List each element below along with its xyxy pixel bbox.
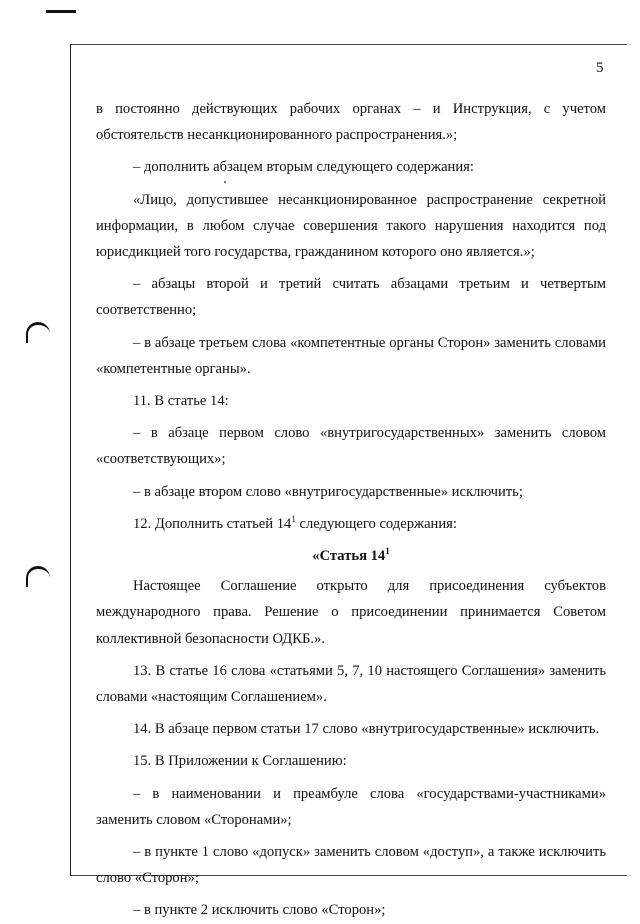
binder-hole-mark bbox=[26, 322, 50, 343]
article-heading bbox=[96, 543, 606, 569]
paragraph: – в пункте 1 слово «допуск» заменить словом «доступ», а также исключить слово «Сторон»; bbox=[96, 844, 606, 887]
superscript: 1 bbox=[291, 513, 296, 524]
paragraph: «Лицо, допустившее несанкционированное распространение секретной информации, в любом случае совершения такого нарушения находится под юрисдикцией того государства, гражданином которого оно является.»; bbox=[96, 191, 606, 261]
paragraph: 14. В абзаце первом статьи 17 слово «внутригосударственные» исключить. bbox=[133, 721, 600, 738]
paragraph: – в наименовании и преамбуле слова «государствами-участниками» заменить словом «Сторонами»; bbox=[96, 785, 606, 828]
paragraph: – в абзаце втором слово «внутригосударственные» исключить; bbox=[133, 483, 523, 500]
paragraph: 11. В статье 14: bbox=[133, 393, 229, 410]
superscript: 1 bbox=[385, 546, 390, 557]
paragraph: – в пункте 2 исключить слово «Сторон»; bbox=[133, 902, 386, 919]
article-heading-text: «Статья 14 bbox=[312, 548, 386, 565]
document-body bbox=[96, 96, 606, 924]
paragraph: – в абзаце третьем слова «компетентные органы Сторон» заменить словами «компетентные органы». bbox=[96, 334, 606, 377]
paragraph: – в абзаце первом слово «внутригосударственных» заменить словом «соответствующих»; bbox=[96, 425, 606, 468]
paragraph bbox=[96, 511, 606, 537]
paragraph: – абзацы второй и третий считать абзацами третьим и четвертым соответственно; bbox=[96, 276, 606, 319]
binder-hole-mark bbox=[26, 566, 50, 587]
paragraph: 15. В Приложении к Соглашению: bbox=[133, 753, 347, 770]
paragraph-text: 12. Дополнить статьей 14 bbox=[133, 515, 292, 532]
paragraph: в постоянно действующих рабочих органах – и Инструкция, с учетом обстоятельств несанкционированного распространения.»; bbox=[96, 101, 606, 144]
page-number: 5 bbox=[596, 60, 604, 76]
paragraph: Настоящее Соглашение открыто для присоединения субъектов международного права. Решение о присоединении принимается Советом коллективной безопасности ОДКБ.». bbox=[96, 578, 606, 647]
paragraph: – дополнить абзацем вторым следующего содержания: bbox=[133, 159, 474, 176]
paragraph: 13. В статье 16 слова «статьями 5, 7, 10 настоящего Соглашения» заменить словами «настоящим Соглашением». bbox=[96, 662, 606, 706]
scan-mark bbox=[46, 10, 76, 13]
paragraph-text: следующего содержания: bbox=[295, 515, 457, 532]
